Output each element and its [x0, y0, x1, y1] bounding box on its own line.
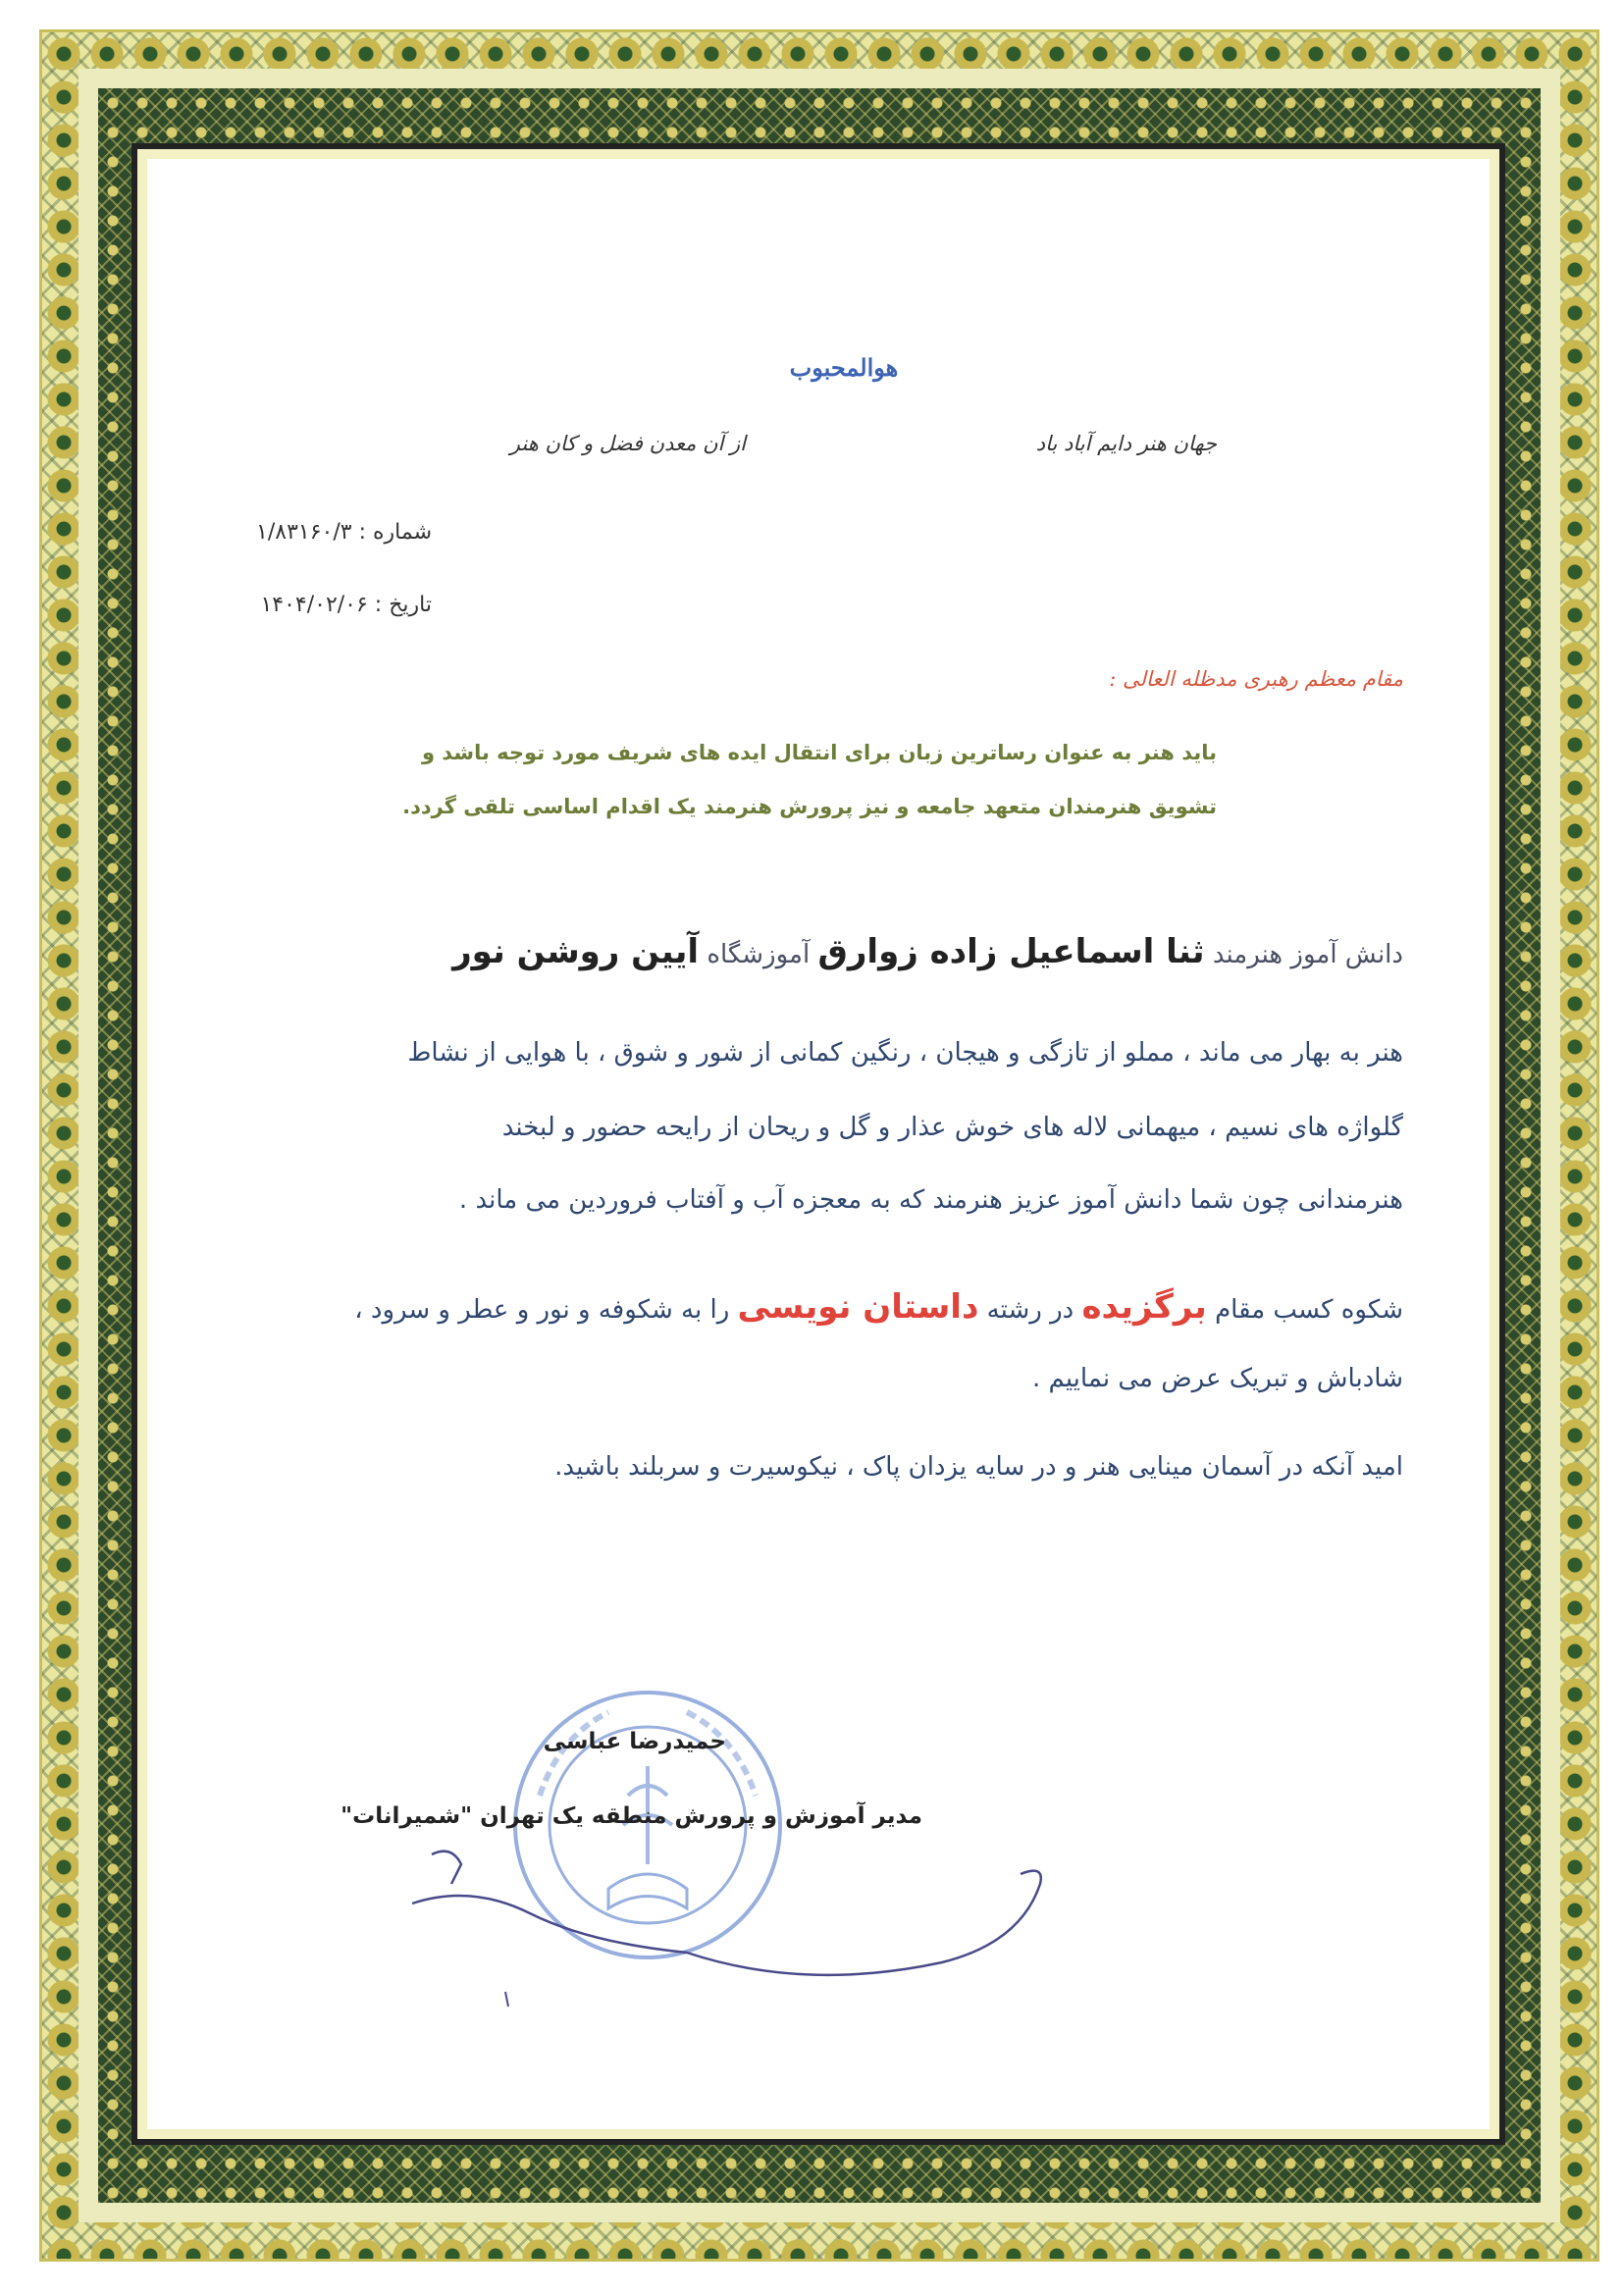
body-line-1: هنر به بهار می ماند ، مملو از تازگی و هیجان ، رنگین کمانی از شور و شوق ، با هوایی از نشاط: [407, 1038, 1403, 1068]
certificate-paper: [147, 159, 1490, 2129]
school-prefix: آموزشگاه: [707, 940, 811, 969]
letter-number: شماره : ۱/۸۳۱۶۰/۳: [256, 520, 432, 545]
quote-heading: مقام معظم رهبری مدظله العالی :: [1109, 667, 1403, 691]
award-suffix: را به شکوفه و نور و عطر و سرود ،: [354, 1295, 730, 1325]
student-prefix: دانش آموز هنرمند: [1212, 940, 1403, 969]
award-field: داستان نویسی: [737, 1287, 979, 1327]
body-line-3: هنرمندانی چون شما دانش آموز عزیز هنرمند که به معجزه آب و آفتاب فروردین می ماند .: [458, 1185, 1403, 1215]
verse-left: از آن معدن فضل و کان هنر: [509, 432, 746, 455]
award-prefix: شکوه کسب مقام: [1215, 1295, 1403, 1325]
letter-date: تاریخ : ۱۴۰۴/۰۲/۰۶: [260, 593, 432, 617]
closing-line: امید آنکه در آسمان مینایی هنر و در سایه یزدان پاک ، نیکوسیرت و سربلند باشید.: [554, 1452, 1403, 1482]
award-middle: در رشته: [986, 1295, 1074, 1325]
signer-name: حمیدرضا عباسی: [543, 1729, 726, 1754]
handwritten-signature-icon: [393, 1845, 1060, 2011]
award-line-2: شادباش و تبریک عرض می نماییم .: [1032, 1364, 1403, 1393]
award-rank: برگزیده: [1081, 1287, 1207, 1327]
body-line-2: گلواژه های نسیم ، میهمانی لاله های خوش عذار و گل و ریحان از رایحه حضور و لبخند: [501, 1113, 1403, 1142]
verse-right: جهان هنر دایم آباد باد: [1035, 432, 1217, 455]
student-line: [452, 932, 1403, 971]
quote-line-2: تشویق هنرمندان متعهد جامعه و نیز پرورش هنرمند یک اقدام اساسی تلقی گردد.: [402, 795, 1217, 818]
school-name: آیین روشن نور: [452, 932, 700, 971]
student-name: ثنا اسماعیل زاده زوارق: [817, 932, 1205, 971]
award-line: [245, 1287, 1403, 1327]
certificate-heading: هوالمحبوب: [789, 353, 899, 382]
quote-line-1: باید هنر به عنوان رساترین زبان برای انتقال ایده های شریف مورد توجه باشد و: [421, 741, 1217, 764]
signer-title: مدیر آموزش و پرورش منطقه یک تهران "شمیرانات": [341, 1803, 922, 1829]
